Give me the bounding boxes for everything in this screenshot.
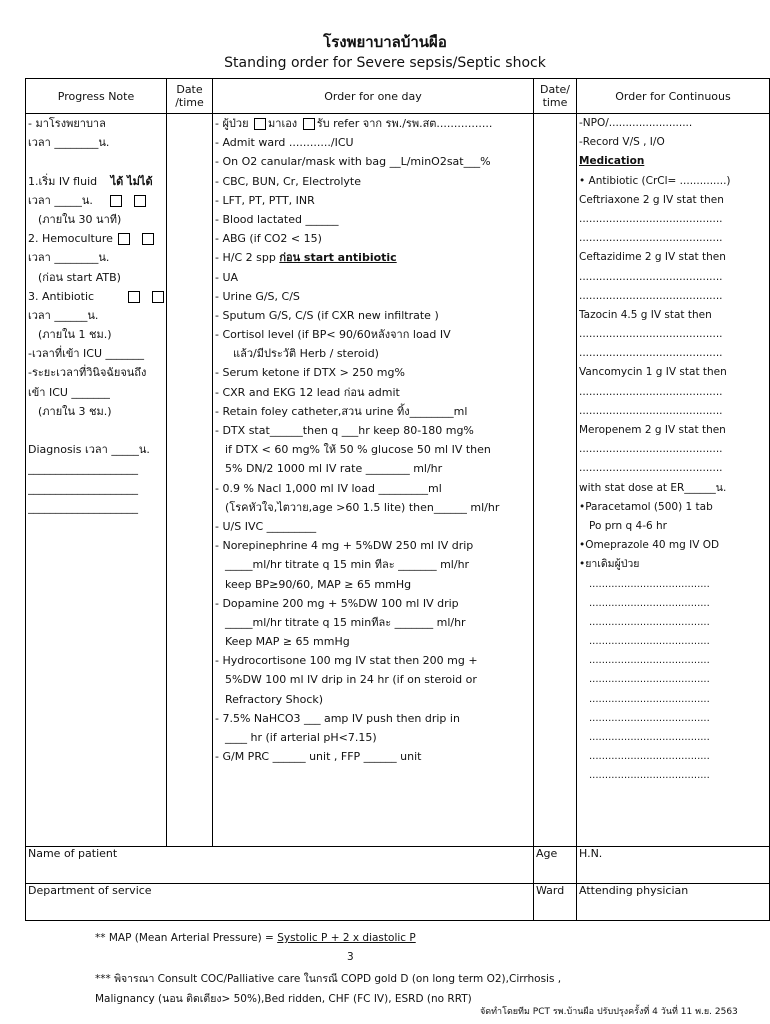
- order-line: if DTX < 60 mg% ให้ 50 % glucose 50 ml IV then: [225, 443, 491, 457]
- consult-note-line-2: Malignancy (นอน ติดเตียง> 50%),Bed ridden, CHF (FC IV), ESRD (no RRT): [95, 993, 472, 1005]
- order-line: - Urine G/S, C/S: [215, 289, 300, 303]
- table-body-row: [26, 114, 770, 847]
- order-line: - LFT, PT, PTT, INR: [215, 193, 315, 207]
- diagnosis-blank: ____________________: [28, 500, 138, 514]
- antibiotic-no-checkbox[interactable]: [152, 291, 164, 303]
- fluid-yes-no-label: ได้ ไม่ได้: [110, 174, 153, 188]
- order-line: Keep MAP ≥ 65 mmHg: [225, 635, 350, 649]
- continuous-dotted-line: ......................................: [589, 655, 710, 667]
- progress-line: (ภายใน 1 ชม.): [38, 328, 112, 342]
- order-line: - CBC, BUN, Cr, Electrolyte: [215, 174, 361, 188]
- continuous-line: Ceftazidime 2 g IV stat then: [579, 251, 726, 264]
- continuous-dotted-line: ...........................................: [579, 347, 723, 360]
- standing-order-table: [25, 78, 770, 921]
- order-one-day-column: [213, 114, 534, 847]
- date-time-column-1[interactable]: [167, 114, 213, 847]
- header-date-time-1: [167, 79, 213, 114]
- order-line: - Sputum G/S, C/S (if CXR new infiltrate ): [215, 308, 439, 322]
- continuous-line: • Antibiotic (CrCl= ..............): [579, 174, 731, 187]
- progress-line: (ภายใน 3 ชม.): [38, 404, 112, 418]
- fluid-label: 1.เริ่ม IV fluid: [28, 174, 98, 188]
- progress-line: เวลา ______น.: [28, 308, 99, 322]
- continuous-dotted-line: ......................................: [589, 636, 710, 648]
- continuous-dotted-line: ...........................................: [579, 385, 723, 398]
- progress-line: เวลา ________น.: [28, 136, 110, 150]
- continuous-line: Meropenem 2 g IV stat then: [579, 424, 726, 436]
- map-note: [95, 932, 416, 944]
- continuous-line: •ยาเดิมผู้ป่วย: [579, 558, 640, 571]
- order-line: _____ml/hr titrate q 15 minทีละ _______ ml/hr: [225, 615, 466, 629]
- progress-line: [28, 172, 164, 191]
- header-time-line: time: [542, 96, 568, 109]
- antibiotic-yes-checkbox[interactable]: [128, 291, 140, 303]
- hemoculture-label: 2. Hemoculture: [28, 232, 113, 246]
- department-field[interactable]: [26, 884, 534, 921]
- continuous-dotted-line: ...........................................: [579, 404, 723, 417]
- map-denominator: 3: [347, 951, 354, 963]
- order-line: - Hydrocortisone 100 mg IV stat then 200 mg +: [215, 654, 478, 668]
- referral-label: รับ refer จาก รพ./รพ.สต................: [316, 117, 493, 130]
- header-progress-note: Progress Note: [26, 79, 167, 114]
- header-date-time-2: [534, 79, 577, 114]
- continuous-dotted-line: ...........................................: [579, 443, 723, 456]
- department-row: [26, 884, 770, 921]
- self-arrival-label: มาเอง: [268, 117, 298, 130]
- order-line: - On O2 canular/mask with bag __L/minO2sat___%: [215, 155, 491, 169]
- fluid-yes-checkbox[interactable]: [110, 195, 122, 207]
- continuous-line: with stat dose at ER______น.: [579, 481, 727, 494]
- continuous-dotted-line: ......................................: [589, 616, 710, 628]
- continuous-dotted-line: ......................................: [589, 770, 710, 782]
- continuous-dotted-line: ...........................................: [579, 328, 723, 341]
- hemoculture-no-checkbox[interactable]: [142, 233, 154, 245]
- continuous-dotted-line: ......................................: [589, 732, 710, 743]
- order-line: 5%DW 100 ml IV drip in 24 hr (if on steroid or: [225, 673, 477, 687]
- order-line: - Serum ketone if DTX > 250 mg%: [215, 366, 405, 380]
- order-line: - DTX stat______then q ___hr keep 80-180 mg%: [215, 424, 474, 437]
- continuous-line: Po prn q 4-6 hr: [589, 519, 667, 532]
- department-label: Department of service: [28, 884, 152, 897]
- progress-line: เวลา ________น.: [28, 251, 110, 265]
- order-line: - Cortisol level (if BP< 90/60หลังจาก load IV: [215, 328, 451, 342]
- progress-line: เข้า ICU _______: [28, 385, 110, 399]
- date-time-column-2[interactable]: [534, 114, 577, 847]
- continuous-dotted-line: ...........................................: [579, 232, 723, 245]
- continuous-dotted-line: ...........................................: [579, 270, 723, 283]
- attending-field[interactable]: [577, 884, 770, 921]
- continuous-line: Vancomycin 1 g IV stat then: [579, 366, 727, 379]
- table-header-row: [26, 79, 770, 114]
- progress-line: [28, 287, 164, 306]
- continuous-dotted-line: ......................................: [589, 751, 710, 763]
- order-line: - ABG (if CO2 < 15): [215, 232, 322, 246]
- progress-line: (ภายใน 30 นาที): [38, 212, 122, 226]
- hn-label: H.N.: [579, 847, 603, 860]
- hemoculture-yes-checkbox[interactable]: [118, 233, 130, 245]
- progress-line: -ระยะเวลาที่วินิจฉัยจนถึง: [28, 366, 147, 380]
- header-order-continuous: Order for Continuous: [577, 79, 770, 114]
- progress-line: [28, 191, 164, 210]
- order-line: - CXR and EKG 12 lead ก่อน admit: [215, 385, 400, 399]
- continuous-dotted-line: ......................................: [589, 597, 710, 609]
- continuous-dotted-line: ...........................................: [579, 212, 723, 225]
- progress-line: (ก่อน start ATB): [38, 270, 121, 284]
- order-line: - 0.9 % Nacl 1,000 ml IV load _________ml: [215, 481, 442, 495]
- order-line: 5% DN/2 1000 ml IV rate ________ ml/hr: [225, 462, 443, 476]
- progress-line: [28, 421, 164, 440]
- before-antibiotic-note: ก่อน start antibiotic: [279, 251, 397, 265]
- diagnosis-blank: ____________________: [28, 462, 138, 476]
- order-line: ____ hr (if arterial pH<7.15): [225, 731, 377, 744]
- attending-label: Attending physician: [579, 884, 689, 897]
- fluid-time: เวลา _____น.: [28, 193, 93, 207]
- order-line: - Retain foley catheter,สวน urine ทิ้ง________ml: [215, 404, 468, 418]
- medication-heading: Medication: [579, 155, 645, 168]
- order-line: _____ml/hr titrate q 15 min ทีละ _______ ml/hr: [225, 558, 470, 572]
- continuous-line: -Record V/S , I/O: [579, 136, 665, 149]
- map-prefix: ** MAP (Mean Arterial Pressure) =: [95, 932, 278, 944]
- header-date-line: Date/: [540, 83, 570, 96]
- continuous-dotted-line: ...........................................: [579, 289, 723, 302]
- order-line: (โรคหัวใจ,ไตวาย,age >60 1.5 lite) then______ ml/hr: [225, 500, 500, 514]
- order-line: [215, 114, 531, 133]
- form-subtitle: Standing order for Severe sepsis/Septic shock: [224, 55, 546, 71]
- header-date-line: Date: [176, 83, 203, 96]
- progress-note-column: [26, 114, 167, 847]
- antibiotic-label: 3. Antibiotic: [28, 289, 95, 303]
- credit-line: จัดทำโดยทีม PCT รพ.บ้านผือ ปรับปรุงครั้งที่ 4 วันที่ 11 พ.ย. 2563: [480, 1007, 738, 1017]
- consult-note-line-1: *** พิจารณา Consult COC/Palliative care ในกรณี COPD gold D (on long term O2),Cirrhosis ,: [95, 973, 562, 985]
- patient-name-label: Name of patient: [28, 847, 118, 860]
- continuous-dotted-line: ......................................: [589, 578, 710, 590]
- hemoculture-order: - H/C 2 spp: [215, 251, 276, 265]
- header-time-line: /time: [175, 96, 204, 109]
- order-line: - U/S IVC _________: [215, 519, 317, 533]
- continuous-line: Ceftriaxone 2 g IV stat then: [579, 193, 724, 206]
- order-line: - 7.5% NaHCO3 ___ amp IV push then drip in: [215, 711, 460, 725]
- order-line: - G/M PRC ______ unit , FFP ______ unit: [215, 750, 422, 764]
- progress-line: - มาโรงพยาบาล: [28, 117, 106, 130]
- ward-label: Ward: [536, 884, 565, 897]
- self-arrival-checkbox[interactable]: [254, 118, 266, 130]
- order-line: - UA: [215, 270, 239, 284]
- order-continuous-column: [577, 114, 770, 847]
- order-line: Refractory Shock): [225, 692, 324, 706]
- continuous-dotted-line: ......................................: [589, 712, 710, 724]
- order-line: - Admit ward ............/ICU: [215, 136, 354, 150]
- continuous-line: -NPO/.........................: [579, 117, 693, 129]
- continuous-line: Tazocin 4.5 g IV stat then: [579, 308, 712, 321]
- referral-checkbox[interactable]: [303, 118, 315, 130]
- ward-field[interactable]: [534, 884, 577, 921]
- patient-prefix: - ผู้ป่วย: [215, 117, 249, 130]
- hn-field[interactable]: [577, 847, 770, 884]
- order-line: keep BP≥90/60, MAP ≥ 65 mmHg: [225, 577, 412, 591]
- continuous-line: •Omeprazole 40 mg IV OD: [579, 539, 720, 552]
- map-formula: Systolic P + 2 x diastolic P: [277, 932, 416, 944]
- order-line: - Norepinephrine 4 mg + 5%DW 250 ml IV drip: [215, 539, 474, 553]
- progress-line: [28, 229, 164, 248]
- progress-line: [28, 152, 164, 171]
- order-line: [215, 248, 531, 267]
- hospital-title: โรงพยาบาลบ้านผือ: [323, 33, 447, 51]
- continuous-line: •Paracetamol (500) 1 tab: [579, 500, 713, 513]
- order-line: - Dopamine 200 mg + 5%DW 100 ml IV drip: [215, 596, 459, 610]
- diagnosis-line: Diagnosis เวลา _____น.: [28, 443, 150, 457]
- age-label: Age: [536, 847, 558, 860]
- progress-line: -เวลาที่เข้า ICU _______: [28, 347, 144, 361]
- fluid-no-checkbox[interactable]: [134, 195, 146, 207]
- continuous-dotted-line: ...........................................: [579, 462, 723, 475]
- header-order-one-day: Order for one day: [213, 79, 534, 114]
- order-line: - Blood lactated ______: [215, 212, 339, 226]
- patient-info-row: [26, 847, 770, 884]
- age-field[interactable]: [534, 847, 577, 884]
- patient-name-field[interactable]: [26, 847, 534, 884]
- continuous-dotted-line: ......................................: [589, 674, 710, 686]
- continuous-dotted-line: ......................................: [589, 693, 710, 705]
- order-line: แล้ว/มีประวัติ Herb / steroid): [233, 347, 379, 361]
- diagnosis-blank: ____________________: [28, 481, 138, 495]
